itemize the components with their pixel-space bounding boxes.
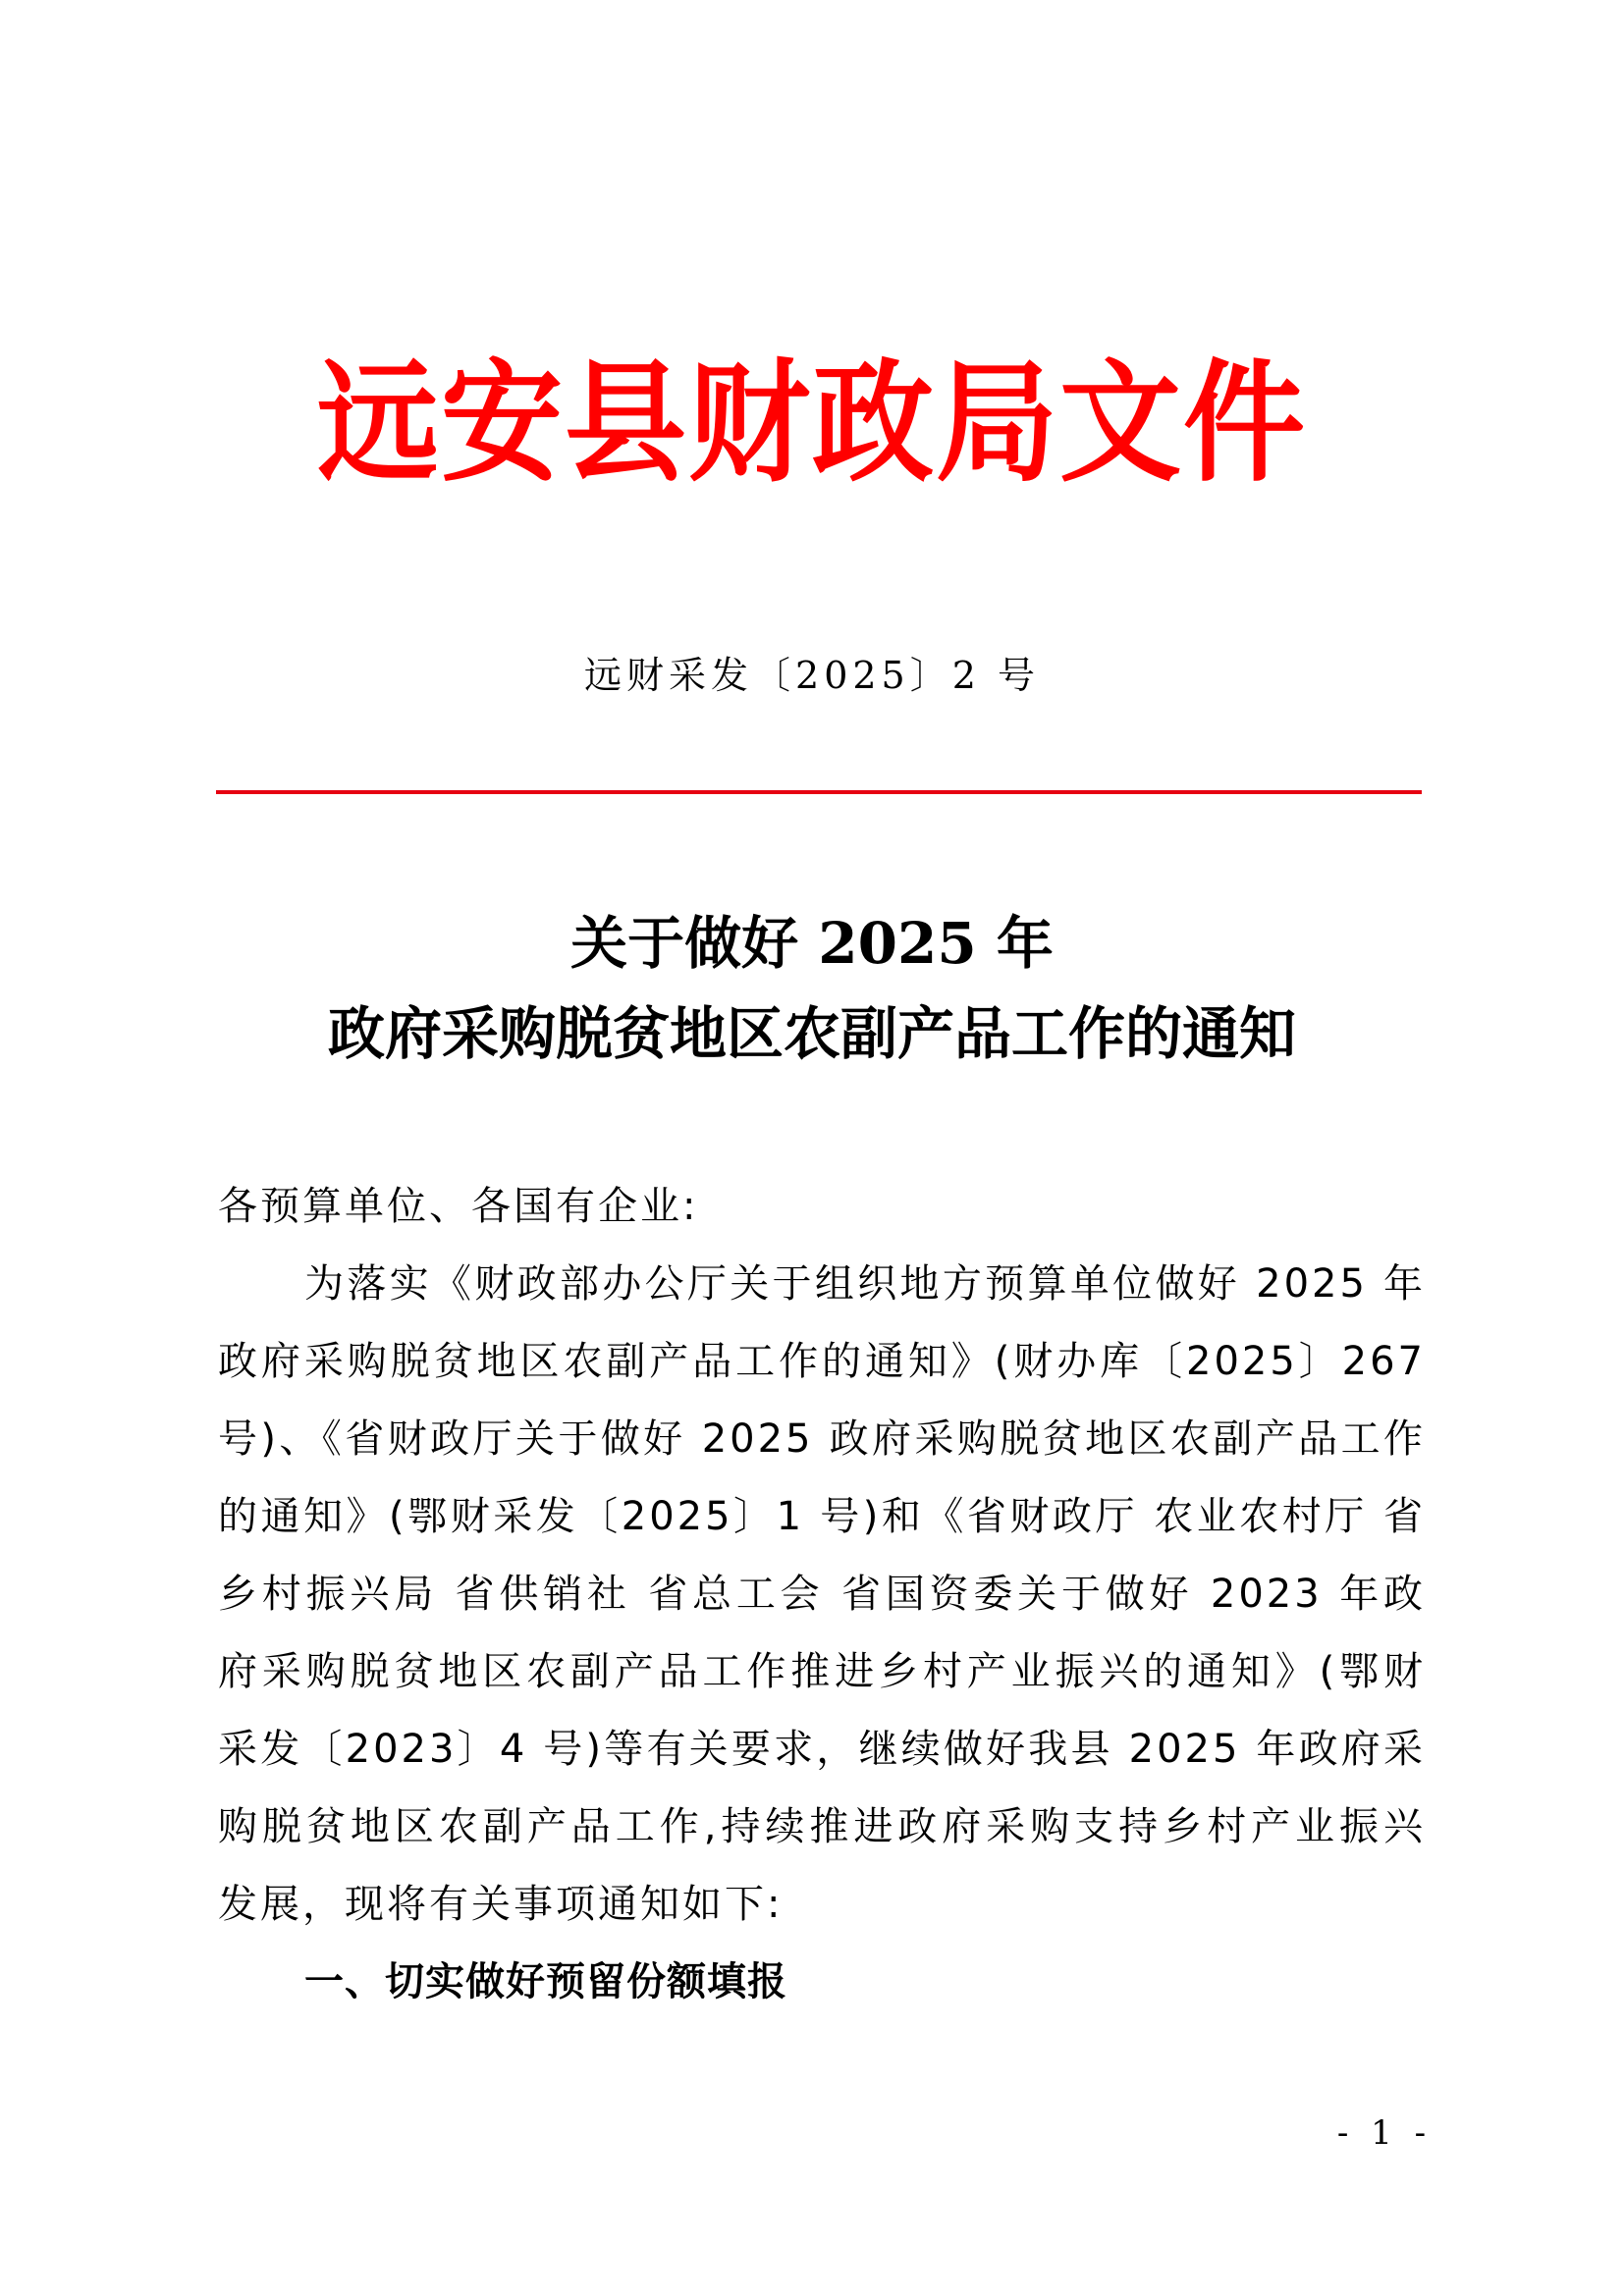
document-body [218,1168,1426,2021]
body-paragraph-line: 府采购脱贫地区农副产品工作推进乡村产业振兴的通知》(鄂财 [218,1649,1426,1694]
document-title [0,898,1624,1079]
document-number: 远财采发〔2025〕2 号 [584,654,1040,697]
body-paragraph-line: 的通知》(鄂财采发〔2025〕1 号)和《省财政厅 农业农村厅 省 [218,1494,1426,1539]
body-paragraph-line: 乡村振兴局 省供销社 省总工会 省国资委关于做好 2023 年政 [218,1572,1426,1617]
section-heading: 一、切实做好预留份额填报 [304,1959,787,2004]
document-title-line-1: 关于做好 2025 年 [570,910,1054,977]
addressee-line: 各预算单位、各国有企业: [218,1184,699,1229]
body-paragraph-line: 发展，现将有关事项通知如下: [218,1882,784,1927]
page-number: - 1 - [1336,2113,1433,2153]
body-paragraph-line: 购脱贫地区农副产品工作,持续推进政府采购支持乡村产业振兴 [218,1804,1426,1849]
body-paragraph-line: 政府采购脱贫地区农副产品工作的通知》(财办库〔2025〕267 [218,1339,1426,1384]
red-separator-line [216,790,1422,794]
body-paragraph-line: 为落实《财政部办公厅关于组织地方预算单位做好 2025 年 [304,1261,1426,1307]
issuing-authority-header: 远安县财政局文件 [316,347,1307,501]
document-title-line-2: 政府采购脱贫地区农副产品工作的通知 [327,1000,1296,1067]
body-paragraph-line: 号)、《省财政厅关于做好 2025 政府采购脱贫地区农副产品工作 [218,1416,1426,1462]
body-paragraph-line: 采发〔2023〕4 号)等有关要求，继续做好我县 2025 年政府采 [218,1727,1426,1772]
